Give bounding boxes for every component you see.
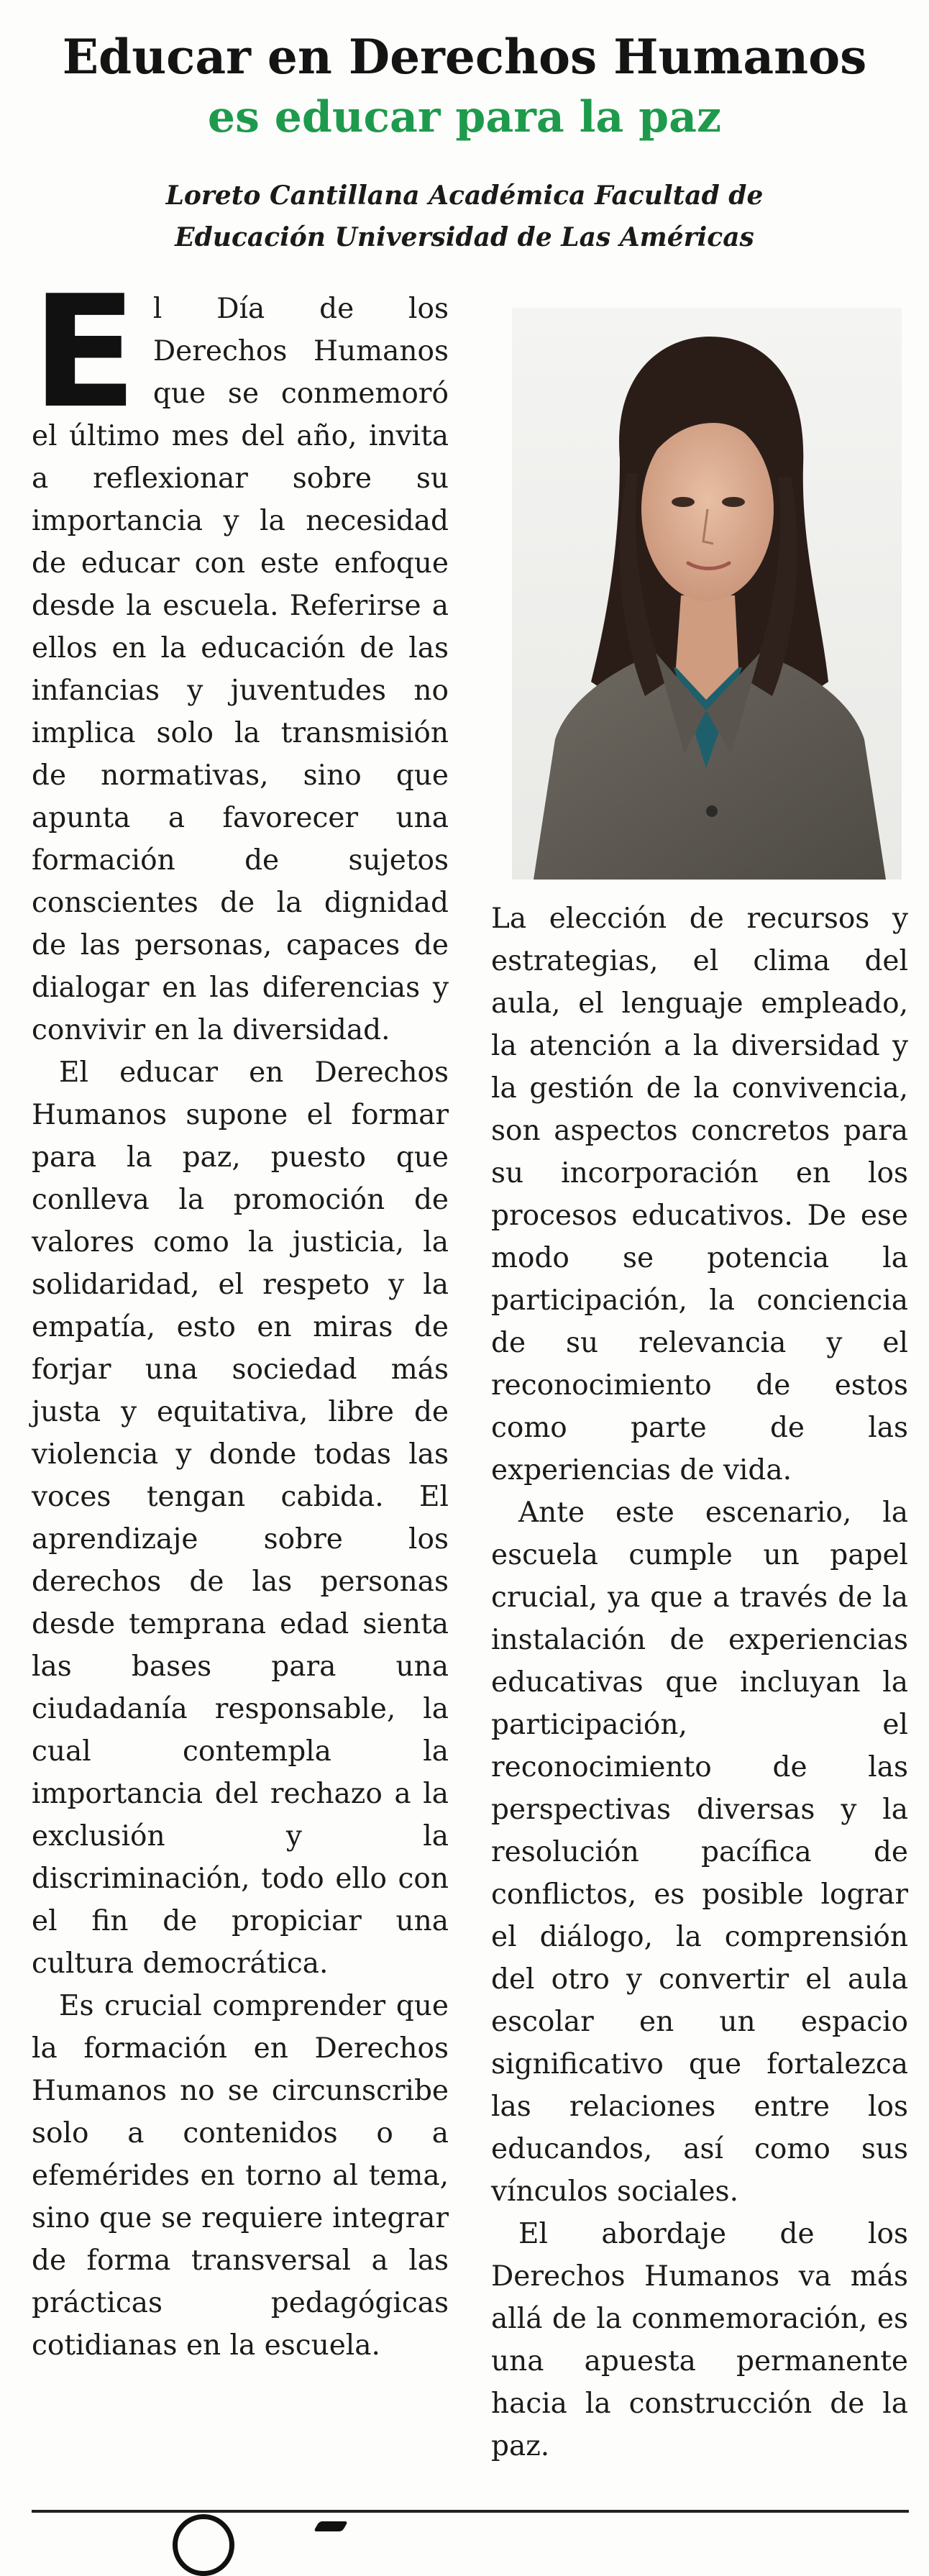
headline: Educar en Derechos Humanos [62,29,867,85]
author-line-2: Educación Universidad de Las Américas [175,222,754,252]
drop-cap: E [32,262,137,442]
author-line-1: Loreto Cantillana Académica Facultad de [165,181,764,211]
footer-divider [32,2510,909,2513]
footer-logo-fragment [173,2514,234,2576]
footer-accent-fragment [314,2521,348,2531]
paragraph-1-text: l Día de los Derechos Humanos que se conmemoró el último mes del año, invita a reflexionar sobre su importancia y la necesidad de educar con este enfoque desde la escuela. Referirse a ellos en la educación de las infancias y juventudes no implica solo la transmisión de normativas, sino que apunta a favorecer una formación de sujetos conscientes de la dignidad de las personas, capaces de dialogar en las diferencias y convivir en la diversidad. [32,293,449,1046]
paragraph-2: El educar en Derechos Humanos supone el formar para la paz, puesto que conlleva la promoción de valores como la justicia, la solidaridad, el respeto y la empatía, esto en miras de forjar una sociedad más justa y equitativa, libre de violencia y donde todas las voces tengan cabida. El aprendizaje sobre los derechos de las personas desde temprana edad sienta las bases para una ciudadanía responsable, la cual contempla la importancia del rechazo a la exclusión y la discriminación, todo ello con el fin de propiciar una cultura democrática. [32,1056,449,1980]
paragraph-3: Es crucial comprender que la formación en Derechos Humanos no se circunscribe solo a contenidos o a efemérides en torno al tema, sino que se requiere integrar de forma transversal a las prácticas pedagógicas cotidianas en la escuela. [32,1990,449,2362]
author-byline [0,175,929,258]
article-column-left [32,262,449,2367]
paragraph-6: El abordaje de los Derechos Humanos va más allá de la conmemoración, es una apuesta permanente hacia la construcción de la paz. [491,2218,908,2462]
headline-subtitle: es educar para la paz [207,92,722,142]
paragraph-5: Ante este escenario, la escuela cumple un papel crucial, ya que a través de la instalación de experiencias educativas que incluyan la participación, el reconocimiento de las perspectivas diversas y la resolución pacífica de conflictos, es posible lograr el diálogo, la comprensión del otro y convertir el aula escolar en un espacio significativo que fortalezca las relaciones entre los educandos, así como sus vínculos sociales. [491,1497,908,2208]
paragraph-1 [32,262,449,1051]
paragraph-4: La elección de recursos y estrategias, el clima del aula, el lenguaje empleado, la atención a la diversidad y la gestión de la convivencia, son aspectos concretos para su incorporación en los procesos educativos. De ese modo se potencia la participación, la conciencia de su relevancia y el reconocimiento de estos como parte de las experiencias de vida. [491,903,908,1486]
article-column-right [491,898,908,2467]
author-portrait-photo [512,308,902,880]
